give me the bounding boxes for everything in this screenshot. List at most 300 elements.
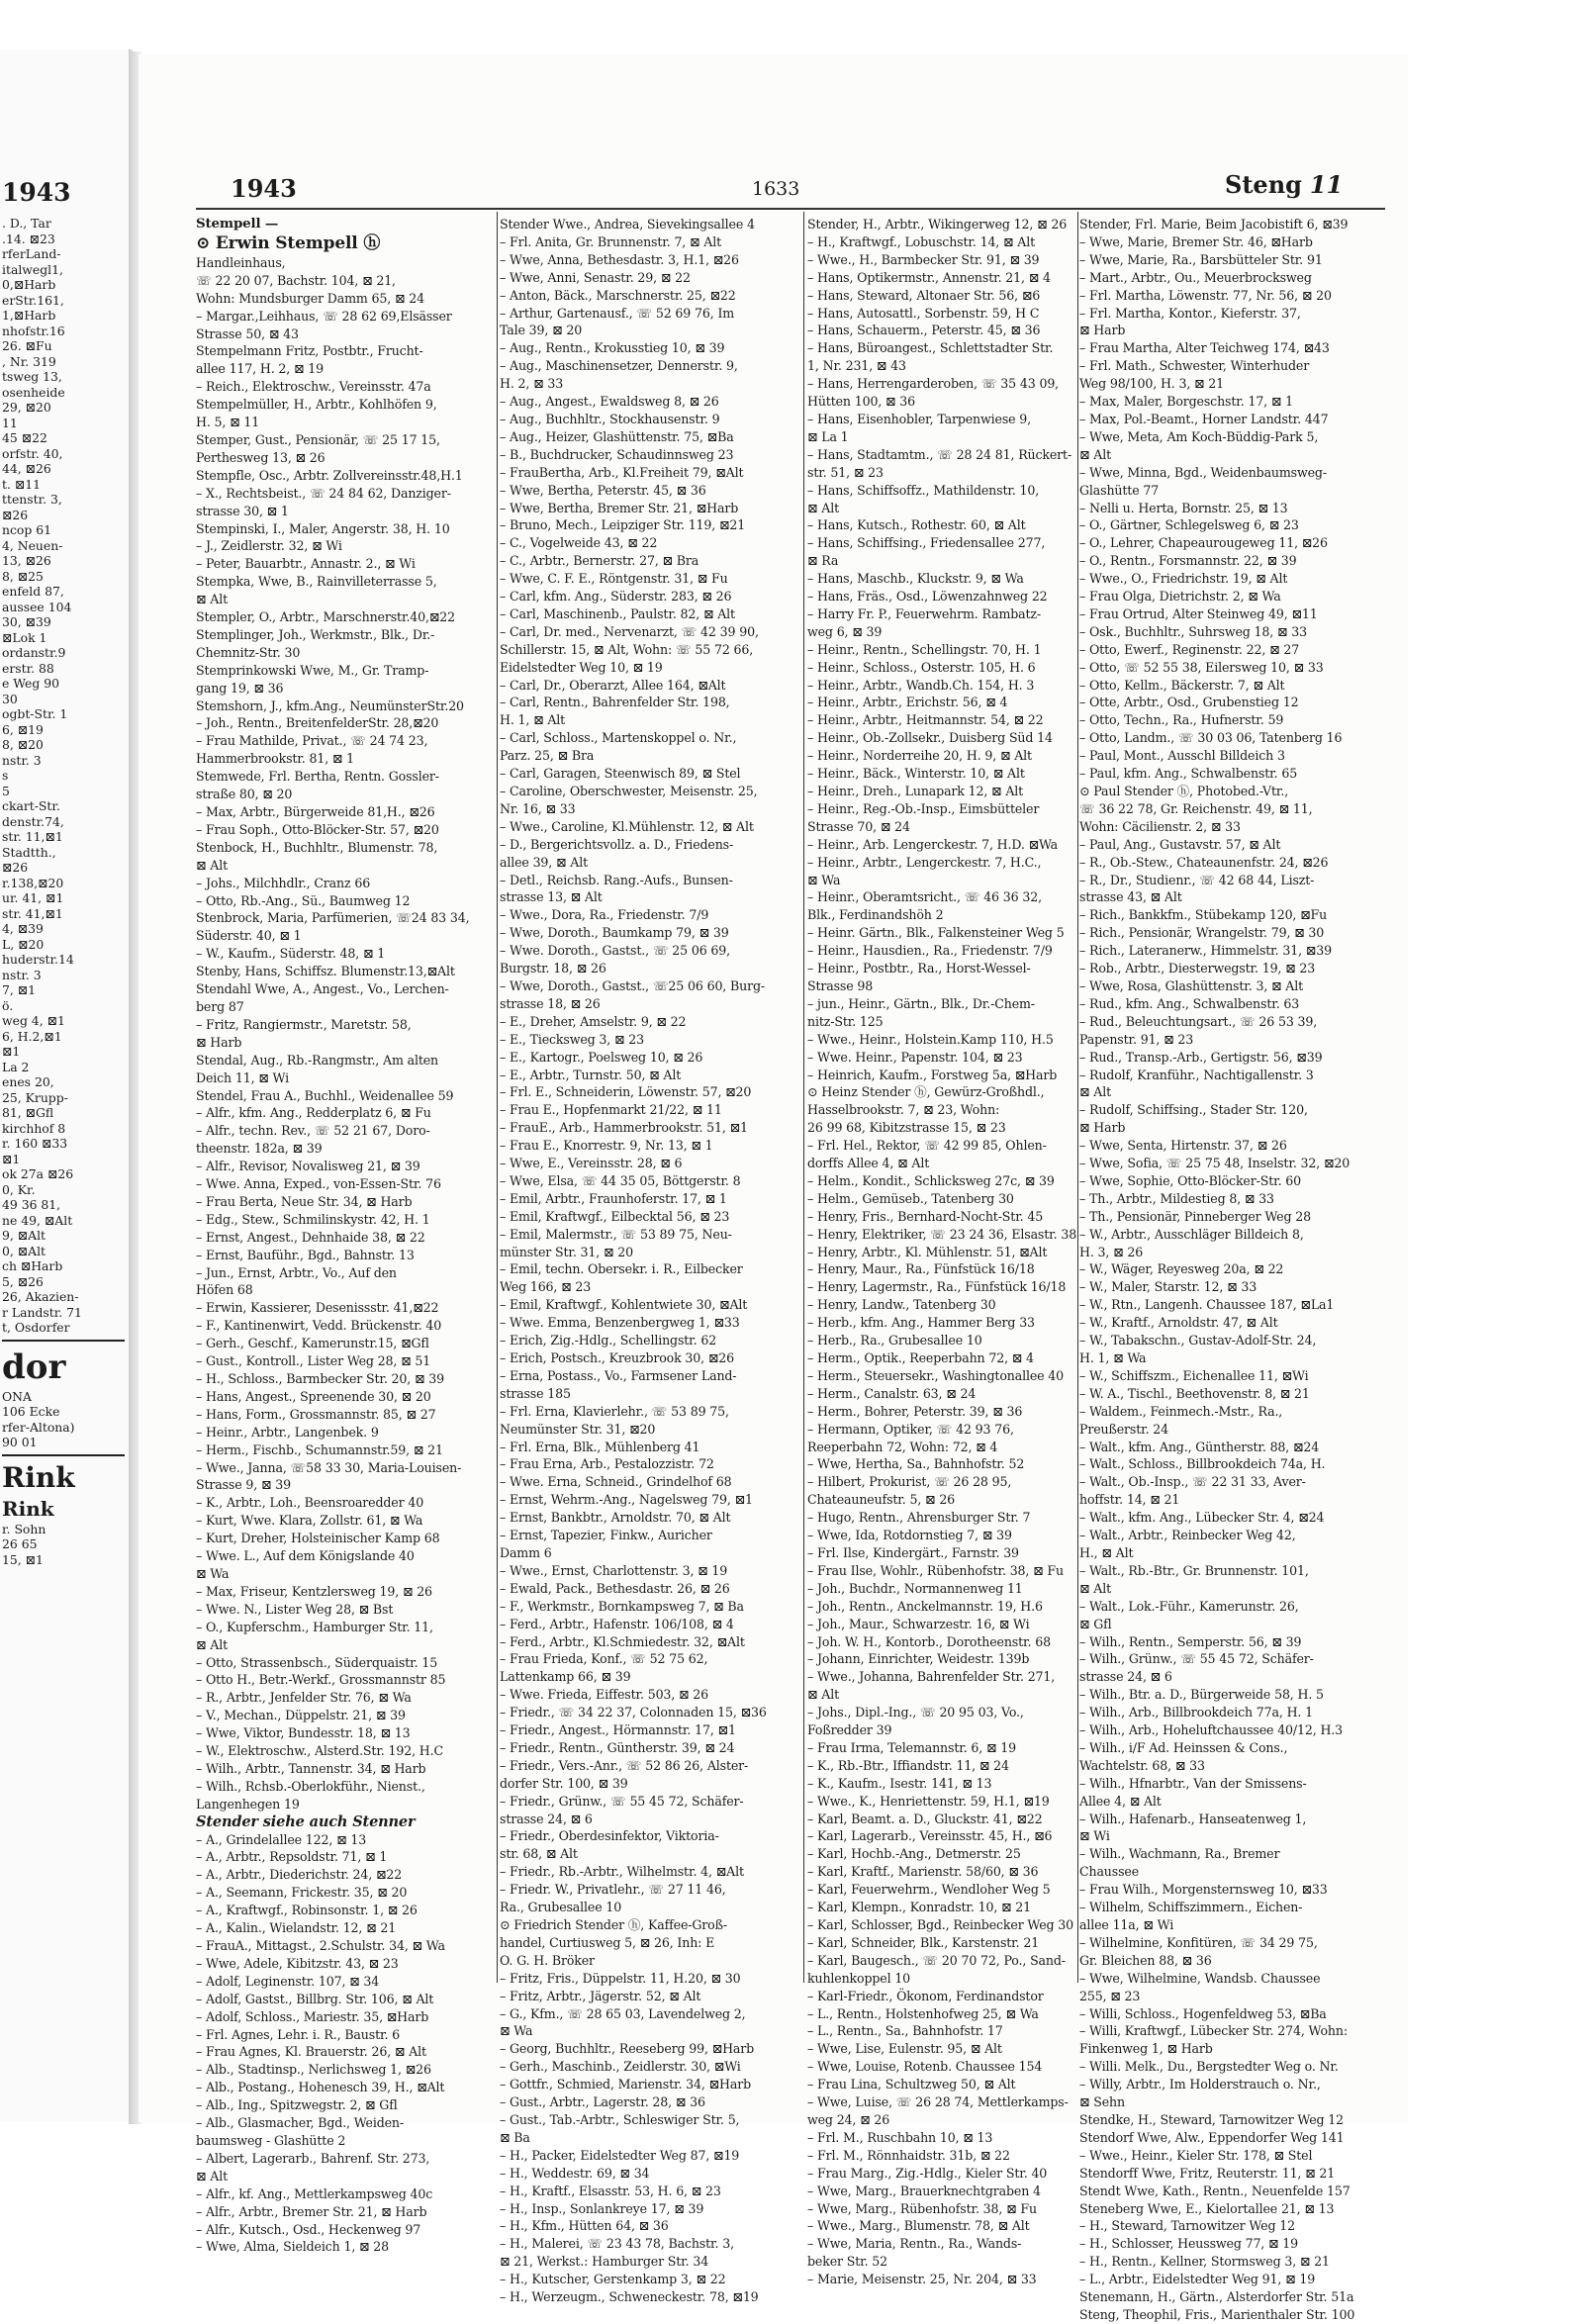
directory-line: Blk., Ferdinandshöh 2 xyxy=(807,907,944,923)
directory-line: – W., Arbtr., Ausschläger Billdeich 8, xyxy=(1079,1226,1304,1242)
directory-line: – Frl. Math., Schwester, Winterhuder xyxy=(1079,358,1310,374)
directory-line: ⊠ Alt xyxy=(1079,1084,1111,1100)
directory-line: Stemper, Gust., Pensionär, ☏ 25 17 15, xyxy=(196,431,440,447)
directory-line: Weg 166, ⊠ 23 xyxy=(500,1279,592,1295)
directory-line: H. 1, ⊠ Wa xyxy=(1079,1350,1147,1365)
directory-line: – Frau Berta, Neue Str. 34, ⊠ Harb xyxy=(196,1193,413,1209)
directory-line: – W., Tabakschn., Gustav-Adolf-Str. 24, xyxy=(1079,1333,1317,1348)
directory-line: – Nelli u. Herta, Bornstr. 25, ⊠ 13 xyxy=(1079,500,1288,515)
directory-line: – Heinr., Arbtr., Wandb.Ch. 154, H. 3 xyxy=(807,677,1035,693)
directory-line: – Wwe, Maria, Rentn., Ra., Wands- xyxy=(807,2236,1022,2252)
directory-line: – Frl. Martha, Kontor., Kieferstr. 37, xyxy=(1079,305,1301,321)
directory-line: – H., Packer, Eidelstedter Weg 87, ⊠19 xyxy=(500,2147,740,2163)
directory-line: – Mart., Arbtr., Ou., Meuerbrocksweg xyxy=(1079,269,1312,285)
directory-line: – Frau Ortrud, Alter Steinweg 49, ⊠11 xyxy=(1079,605,1318,621)
directory-line: – Otto, Rb.-Ang., Sü., Baumweg 12 xyxy=(196,892,411,908)
directory-line: – Rud., Transp.-Arb., Gertigstr. 56, ⊠39 xyxy=(1079,1049,1323,1065)
directory-line: – Wwe., Marg., Blumenstr. 78, ⊠ Alt xyxy=(807,2218,1030,2234)
previous-page-line: 25, Krupp- xyxy=(2,1089,68,1105)
directory-line: – Friedr., Vers.-Anr., ☏ 52 86 26, Alster- xyxy=(500,1757,749,1773)
directory-line: – W., Maler, Starstr. 12, ⊠ 33 xyxy=(1079,1279,1257,1295)
directory-line: – Otto, Landm., ☏ 30 03 06, Tatenberg 16 xyxy=(1079,730,1343,746)
directory-line: – Karl, Klempn., Konradstr. 10, ⊠ 21 xyxy=(807,1900,1032,1915)
directory-line: – Johann, Einrichter, Weidestr. 139b xyxy=(807,1651,1030,1667)
directory-line: – Carl, Garagen, Steenwisch 89, ⊠ Stel xyxy=(500,766,741,782)
directory-line: – Wwe. Frieda, Eiffestr. 503, ⊠ 26 xyxy=(500,1687,708,1703)
directory-line: – E., Arbtr., Turnstr. 50, ⊠ Alt xyxy=(500,1067,682,1082)
directory-line: – Heinr., Reg.-Ob.-Insp., Eimsbütteler xyxy=(807,800,1040,816)
directory-line: – Wwe, Viktor, Bundesstr. 18, ⊠ 13 xyxy=(196,1725,411,1741)
directory-line: – Wwe., Heinr., Kieler Str. 178, ⊠ Stel xyxy=(1079,2147,1313,2163)
directory-line: – L., Rentn., Holstenhofweg 25, ⊠ Wa xyxy=(807,2005,1039,2021)
directory-line: – Friedr., Grünw., ☏ 55 45 72, Schäfer- xyxy=(500,1793,744,1809)
previous-page-line: 4, ⊠39 xyxy=(2,921,44,936)
directory-line: Papenstr. 91, ⊠ 23 xyxy=(1079,1031,1194,1047)
directory-line: – Edg., Stew., Schmilinskystr. 42, H. 1 xyxy=(196,1211,430,1227)
directory-line: – Alb., Ing., Spitzwegstr. 2, ⊠ Gfl xyxy=(196,2097,398,2113)
previous-page-line: .14. ⊠23 xyxy=(2,231,55,246)
previous-page-line: str. 41,⊠1 xyxy=(2,905,63,921)
directory-line: Glashütte 77 xyxy=(1079,482,1160,498)
previous-page-line: enfeld 87, xyxy=(2,584,64,599)
advertisement-subtitle: Rink xyxy=(2,1496,54,1521)
directory-line: – Ernst, Angest., Dehnhaide 38, ⊠ 22 xyxy=(196,1229,425,1245)
directory-line: Burgstr. 18, ⊠ 26 xyxy=(500,961,606,976)
directory-line: beker Str. 52 xyxy=(807,2254,888,2270)
directory-line: – Willi, Kraftwgf., Lübecker Str. 274, Wohn: xyxy=(1079,2023,1348,2039)
directory-line: – Frl. Erna, Blk., Mühlenberg 41 xyxy=(500,1439,700,1454)
advertisement-line: 90 01 xyxy=(2,1435,38,1449)
directory-line: ⊠ Alt xyxy=(807,500,839,515)
previous-page-line: r Landstr. 71 xyxy=(2,1304,82,1320)
directory-line: Stenemann, H., Gärtn., Alsterdorfer Str. 51a xyxy=(1079,2289,1354,2305)
directory-line: – H., Kraftwgf., Lobuschstr. 14, ⊠ Alt xyxy=(807,233,1035,249)
directory-line: Höfen 68 xyxy=(196,1282,253,1298)
directory-line: – Wwe, Anni, Senastr. 29, ⊠ 22 xyxy=(500,269,691,285)
directory-line: – Alb., Stadtinsp., Nerlichsweg 1, ⊠26 xyxy=(196,2062,431,2078)
directory-line: – Fritz, Rangiermstr., Maretstr. 58, xyxy=(196,1016,412,1032)
directory-line: ⊠ Alt xyxy=(807,1687,839,1703)
previous-page-line: s xyxy=(2,768,9,783)
directory-line: – Otte, Arbtr., Osd., Grubenstieg 12 xyxy=(1079,695,1299,710)
directory-line: Stendorff Wwe, Fritz, Reuterstr. 11, ⊠ 21 xyxy=(1079,2165,1336,2181)
directory-line: – Marie, Meisenstr. 25, Nr. 204, ⊠ 33 xyxy=(807,2272,1037,2287)
directory-line: – Th., Pensionär, Pinneberger Weg 28 xyxy=(1079,1208,1311,1224)
directory-line: ⊠ Ba xyxy=(500,2129,530,2145)
previous-page-line: 0, Kr. xyxy=(2,1181,36,1197)
column-2 xyxy=(500,216,801,2305)
directory-line: H. 2, ⊠ 33 xyxy=(500,376,564,392)
directory-line: – Wwe, Anna, Bethesdastr. 3, H.1, ⊠26 xyxy=(500,251,739,267)
directory-line: – Wwe. N., Lister Weg 28, ⊠ Bst xyxy=(196,1601,394,1617)
previous-page-line: nstr. 3 xyxy=(2,967,42,982)
directory-line: – Walt., Arbtr., Reinbecker Weg 42, xyxy=(1079,1528,1296,1543)
previous-page-line: 11 xyxy=(2,415,18,430)
directory-line: – Aug., Angest., Ewaldsweg 8, ⊠ 26 xyxy=(500,394,719,410)
directory-line: – Walt., Schloss., Billbrookdeich 74a, H. xyxy=(1079,1456,1326,1472)
directory-line: – Aug., Buchhltr., Stockhausenstr. 9 xyxy=(500,411,720,426)
directory-line: – Walt., Rb.-Btr., Gr. Brunnenstr. 101, xyxy=(1079,1562,1309,1578)
directory-line: str. 51, ⊠ 23 xyxy=(807,464,884,480)
directory-line: – Willy, Arbtr., Im Holderstrauch o. Nr., xyxy=(1079,2077,1321,2092)
directory-line: – Max, Maler, Borgeschstr. 17, ⊠ 1 xyxy=(1079,394,1294,410)
directory-line: – Rich., Lateranerw., Himmelstr. 31, ⊠39 xyxy=(1079,943,1332,959)
directory-line: – Heinr., Arbtr., Lengerckestr. 7, H.C., xyxy=(807,854,1042,870)
directory-line: – Herm., Steuersekr., Washingtonallee 40 xyxy=(807,1367,1065,1383)
directory-line: – Herm., Bohrer, Peterstr. 39, ⊠ 36 xyxy=(807,1403,1023,1419)
directory-line: – Wwe, Hertha, Sa., Bahnhofstr. 52 xyxy=(807,1456,1025,1472)
directory-line: ⊠ Alt xyxy=(1079,1580,1111,1596)
directory-line: Stendt Wwe, Kath., Rentn., Neuenfelde 157 xyxy=(1079,2183,1350,2198)
directory-line: – K., Kaufm., Isestr. 141, ⊠ 13 xyxy=(807,1775,992,1791)
directory-line: Stempinski, I., Maler, Angerstr. 38, H. 10 xyxy=(196,520,450,536)
directory-line: – Otto, Ewerf., Reginenstr. 22, ⊠ 27 xyxy=(1079,641,1300,657)
directory-line: – Frau Frieda, Konf., ☏ 52 75 62, xyxy=(500,1651,708,1667)
directory-line: Lattenkamp 66, ⊠ 39 xyxy=(500,1669,631,1685)
directory-line: berg 87 xyxy=(196,998,244,1014)
directory-line: – Carl, Dr., Oberarzt, Allee 164, ⊠Alt xyxy=(500,677,726,693)
directory-line: – Frl. Martha, Löwenstr. 77, Nr. 56, ⊠ 20 xyxy=(1079,287,1332,303)
previous-page-line: ogbt-Str. 1 xyxy=(2,706,68,721)
directory-line: ⊠ Alt xyxy=(1079,446,1111,462)
directory-line: – Detl., Reichsb. Rang.-Aufs., Bunsen- xyxy=(500,872,733,887)
directory-line: – Heinr., Dreh., Lunapark 12, ⊠ Alt xyxy=(807,784,1024,798)
directory-line: nitz-Str. 125 xyxy=(807,1013,884,1029)
previous-page-line: e Weg 90 xyxy=(2,676,59,691)
directory-line: Wachtelstr. 68, ⊠ 33 xyxy=(1079,1757,1205,1773)
directory-line: – Wwe. L., Auf dem Königslande 40 xyxy=(196,1548,415,1564)
directory-line: allee 39, ⊠ Alt xyxy=(500,854,588,870)
directory-line: Stenbrock, Maria, Parfümerien, ☏24 83 34, xyxy=(196,910,470,926)
directory-line: – Friedr. W., Privatlehr., ☏ 27 11 46, xyxy=(500,1882,726,1898)
directory-line: Ra., Grubesallee 10 xyxy=(500,1900,622,1915)
previous-page-line: . D., Tar xyxy=(2,216,51,231)
directory-line: – Hans, Eisenhobler, Tarpenwiese 9, xyxy=(807,411,1032,426)
directory-line: – Frau Ilse, Wohlr., Rübenhofstr. 38, ⊠ Fu xyxy=(807,1562,1064,1578)
directory-line: – O., Gärtner, Schlegelsweg 6, ⊠ 23 xyxy=(1079,517,1299,533)
directory-line: – K., Rb.-Btr., Iffiandstr. 11, ⊠ 24 xyxy=(807,1757,1009,1773)
directory-line: – Peter, Bauarbtr., Annastr. 2., ⊠ Wi xyxy=(196,556,416,572)
previous-page-line: ö. xyxy=(2,997,14,1013)
directory-line: – Hans, Kutsch., Rothestr. 60, ⊠ Alt xyxy=(807,517,1026,533)
previous-page-line: enes 20, xyxy=(2,1074,54,1089)
previous-page-line: 0,⊠Harb xyxy=(2,277,56,292)
directory-line: – Wwe, Marie, Bremer Str. 46, ⊠Harb xyxy=(1079,233,1313,249)
directory-line: – Hans, Optikermstr., Annenstr. 21, ⊠ 4 xyxy=(807,269,1051,285)
previous-page-line: 5, ⊠26 xyxy=(2,1273,44,1289)
directory-line: – H., Steward, Tarnowitzer Weg 12 xyxy=(1079,2218,1295,2234)
directory-line: – Aug., Heizer, Glashüttenstr. 75, ⊠Ba xyxy=(500,428,734,444)
directory-line: – Fritz, Fris., Düppelstr. 11, H.20, ⊠ 30 xyxy=(500,1970,741,1986)
directory-line: – H., Kutscher, Gerstenkamp 3, ⊠ 22 xyxy=(500,2272,726,2287)
directory-line: – Alfr., techn. Rev., ☏ 52 21 67, Doro- xyxy=(196,1123,430,1139)
directory-line: – Ferd., Arbtr., Kl.Schmiedestr. 32, ⊠Alt xyxy=(500,1633,745,1649)
directory-line: ⊠ Harb xyxy=(196,1034,242,1050)
directory-line: – Wwe, Adele, Kibitzstr. 43, ⊠ 23 xyxy=(196,1955,399,1971)
directory-line: Gr. Bleichen 88, ⊠ 36 xyxy=(1079,1952,1212,1968)
directory-line: – O., Rentn., Forsmannstr. 22, ⊠ 39 xyxy=(1079,553,1297,569)
directory-line: – Heinr., Postbtr., Ra., Horst-Wessel- xyxy=(807,961,1031,976)
directory-line: – Karl, Schlosser, Bgd., Reinbecker Weg 30 xyxy=(807,1917,1073,1932)
directory-line: Wohn: Mundsburger Damm 65, ⊠ 24 xyxy=(196,290,424,306)
page-year: 1943 xyxy=(231,174,297,203)
directory-line: – Wwe, Ida, Rotdornstieg 7, ⊠ 39 xyxy=(807,1528,1012,1543)
directory-line: – Gerh., Maschinb., Zeidlerstr. 30, ⊠Wi xyxy=(500,2059,741,2075)
directory-line: – Willi. Melk., Du., Bergstedter Weg o. Nr. xyxy=(1079,2059,1339,2075)
directory-line: Damm 6 xyxy=(500,1544,552,1560)
directory-line: ☏ 22 20 07, Bachstr. 104, ⊠ 21, xyxy=(196,272,396,288)
directory-line: – O., Lehrer, Chapeaurougeweg 11, ⊠26 xyxy=(1079,535,1328,551)
directory-line: – E., Dreher, Amselstr. 9, ⊠ 22 xyxy=(500,1013,687,1029)
directory-line: – Otto, Strassenbsch., Süderquaistr. 15 xyxy=(196,1654,438,1670)
previous-page-line: ordanstr.9 xyxy=(2,645,66,660)
directory-line: – Th., Arbtr., Mildestieg 8, ⊠ 33 xyxy=(1079,1190,1274,1206)
directory-line: – Wilh., Wachmann, Ra., Bremer xyxy=(1079,1846,1280,1862)
previous-page-line: weg 4, ⊠1 xyxy=(2,1013,65,1028)
directory-line: – Wwe., Dora, Ra., Friedenstr. 7/9 xyxy=(500,907,709,923)
directory-line: Stenbock, H., Buchhltr., Blumenstr. 78, xyxy=(196,839,438,855)
previous-page-line: r.138,⊠20 xyxy=(2,875,64,890)
directory-line: – Ernst, Bankbtr., Arnoldstr. 70, ⊠ Alt xyxy=(500,1510,731,1526)
directory-line: münster Str. 31, ⊠ 20 xyxy=(500,1244,633,1259)
previous-page-line: t, Osdorfer xyxy=(2,1320,70,1335)
directory-line: – Alfr., Arbtr., Bremer Str. 21, ⊠ Harb xyxy=(196,2203,427,2219)
directory-line: – Otto H., Betr.-Werkf., Grossmannstr 85 xyxy=(196,1672,446,1688)
directory-line: – Karl-Friedr., Ökonom, Ferdinandstor xyxy=(807,1988,1044,2003)
directory-line: – A., Arbtr., Diederichstr. 24, ⊠22 xyxy=(196,1867,403,1883)
directory-line: – Erich, Zig.-Hdlg., Schellingstr. 62 xyxy=(500,1333,717,1348)
directory-line: – Johs., Milchhdlr., Cranz 66 xyxy=(196,875,371,890)
directory-line: – Wilh., Btr. a. D., Bürgerweide 58, H. 5 xyxy=(1079,1687,1324,1703)
directory-line: – Carl, kfm. Ang., Süderstr. 283, ⊠ 26 xyxy=(500,589,732,604)
previous-page-line: italwegl1, xyxy=(2,261,63,277)
previous-page-line: t. ⊠11 xyxy=(2,476,42,492)
directory-line: strasse 24, ⊠ 6 xyxy=(1079,1669,1172,1685)
column-3 xyxy=(807,216,1082,2287)
directory-line: – Wwe, Alma, Sieldeich 1, ⊠ 28 xyxy=(196,2239,390,2255)
previous-page-line: str. 11,⊠1 xyxy=(2,829,63,844)
previous-page-line: aussee 104 xyxy=(2,599,72,614)
directory-line: – Rich., Bankkfm., Stübekamp 120, ⊠Fu xyxy=(1079,907,1328,923)
directory-line: Stender siehe auch Stenner xyxy=(196,1813,416,1830)
advertisement-title: Rink xyxy=(2,1460,75,1494)
directory-line: Stenby, Hans, Schiffsz. Blumenstr.13,⊠Alt xyxy=(196,964,455,979)
directory-line: – Wwe, Sofia, ☏ 25 75 48, Inselstr. 32, ⊠20 xyxy=(1079,1156,1350,1171)
directory-line: – Harry Fr. P., Feuerwehrm. Rambatz- xyxy=(807,605,1042,621)
directory-line: – Joh., Maur., Schwarzestr. 16, ⊠ Wi xyxy=(807,1616,1030,1631)
directory-line: handel, Curtiusweg 5, ⊠ 26, Inh: E xyxy=(500,1934,715,1950)
directory-line: – L., Rentn., Sa., Bahnhofstr. 17 xyxy=(807,2023,1003,2039)
directory-line: Stendel, Frau A., Buchhl., Weidenallee 59 xyxy=(196,1087,454,1103)
directory-line: – Gerh., Geschf., Kamerunstr.15, ⊠Gfl xyxy=(196,1336,429,1351)
directory-line: – Alfr., Revisor, Novalisweg 21, ⊠ 39 xyxy=(196,1159,420,1174)
directory-line: ⊠ Wa xyxy=(807,872,841,887)
directory-line: strasse 18, ⊠ 26 xyxy=(500,995,601,1011)
directory-line: Hütten 100, ⊠ 36 xyxy=(807,394,916,410)
directory-line: – Margar.,Leihhaus, ☏ 28 62 69,Elsässer xyxy=(196,308,452,324)
directory-line: – Wwe. Anna, Exped., von-Essen-Str. 76 xyxy=(196,1176,441,1192)
directory-line: Stempka, Wwe, B., Rainvilleterrasse 5, xyxy=(196,574,437,590)
directory-line: weg 24, ⊠ 26 xyxy=(807,2111,890,2127)
directory-line: – Frl. M., Rönnhaidstr. 31b, ⊠ 22 xyxy=(807,2147,1010,2163)
previous-page-line: 26. ⊠Fu xyxy=(2,338,52,353)
directory-line: – C., Vogelweide 43, ⊠ 22 xyxy=(500,535,658,551)
directory-line: – Karl, Feuerwehrm., Wendloher Weg 5 xyxy=(807,1882,1051,1898)
directory-line: – Walt., Ob.-Insp., ☏ 22 31 33, Aver- xyxy=(1079,1474,1306,1490)
directory-line: – Hans, Angest., Spreenende 30, ⊠ 20 xyxy=(196,1388,431,1404)
previous-page-line: huderstr.14 xyxy=(2,952,74,967)
directory-line: – Heinr., Norderreihe 20, H. 9, ⊠ Alt xyxy=(807,748,1032,764)
directory-line: ⊠ Harb xyxy=(1079,323,1126,338)
directory-line: – Kurt, Dreher, Holsteinischer Kamp 68 xyxy=(196,1531,440,1546)
directory-line: – Heinr., Arbtr., Heitmannstr. 54, ⊠ 22 xyxy=(807,712,1044,728)
header-rule xyxy=(196,208,1385,210)
directory-line: Steneberg Wwe, E., Kielortallee 21, ⊠ 13 xyxy=(1079,2200,1335,2216)
directory-line: ⊠ Alt xyxy=(196,857,228,873)
directory-line: – FrauE., Arb., Hammerbrookstr. 51, ⊠1 xyxy=(500,1120,748,1136)
directory-line: hoffstr. 14, ⊠ 21 xyxy=(1079,1492,1180,1508)
directory-line: – Herb., Ra., Grubesallee 10 xyxy=(807,1333,982,1348)
directory-line: – E., Kartogr., Poelsweg 10, ⊠ 26 xyxy=(500,1049,703,1065)
previous-page-line: ch ⊠Harb xyxy=(2,1258,63,1273)
column-divider xyxy=(497,212,498,1983)
previous-page-line: rferLand- xyxy=(2,246,61,261)
directory-line: Strasse 70, ⊠ 24 xyxy=(807,818,910,834)
directory-line: – Ernst, Tapezier, Finkw., Auricher xyxy=(500,1528,712,1543)
directory-line: – A., Arbtr., Repsoldstr. 71, ⊠ 1 xyxy=(196,1849,388,1865)
directory-line: – O., Kupferschm., Hamburger Str. 11, xyxy=(196,1619,433,1634)
directory-line: Chaussee xyxy=(1079,1864,1139,1880)
directory-line: – Joh. W. H., Kontorb., Dorotheenstr. 68 xyxy=(807,1633,1051,1649)
directory-line: – Reich., Elektroschw., Vereinsstr. 47a xyxy=(196,379,431,395)
directory-line: – Wwe, Doroth., Baumkamp 79, ⊠ 39 xyxy=(500,925,729,941)
directory-line: – Frau Mathilde, Privat., ☏ 24 74 23, xyxy=(196,733,428,749)
directory-line: – Henry, Arbtr., Kl. Mühlenstr. 51, ⊠Alt xyxy=(807,1244,1048,1259)
previous-page-line: ⊠Lok 1 xyxy=(2,629,47,645)
directory-line: – Hans, Herrengarderoben, ☏ 35 43 09, xyxy=(807,376,1060,392)
directory-line: – Herm., Fischb., Schumannstr.59, ⊠ 21 xyxy=(196,1441,443,1457)
directory-line: – Frl. Hel., Rektor, ☏ 42 99 85, Ohlen- xyxy=(807,1138,1047,1154)
directory-line: – Walt., kfm. Ang., Lübecker Str. 4, ⊠24 xyxy=(1079,1510,1325,1526)
directory-line: – FrauBertha, Arb., Kl.Freiheit 79, ⊠Alt xyxy=(500,464,744,480)
directory-line: – Rob., Arbtr., Diesterwegstr. 19, ⊠ 23 xyxy=(1079,961,1316,976)
previous-page-line: L, ⊠20 xyxy=(2,936,45,952)
directory-line: – Friedr., ☏ 34 22 37, Colonnaden 15, ⊠36 xyxy=(500,1705,767,1720)
advertisement-line: 26 65 xyxy=(2,1536,38,1551)
advertisement-line: 15, ⊠1 xyxy=(2,1551,44,1567)
directory-line: – Frau Soph., Otto-Blöcker-Str. 57, ⊠20 xyxy=(196,821,439,837)
directory-line: – Alb., Glasmacher, Bgd., Weiden- xyxy=(196,2115,404,2131)
directory-line: – Frau Lina, Schultzweg 50, ⊠ Alt xyxy=(807,2077,1016,2092)
previous-page-line: denstr.74, xyxy=(2,813,64,829)
directory-line: Stender, H., Arbtr., Wikingerweg 12, ⊠ 26 xyxy=(807,217,1068,232)
directory-line: – Wwe. Doroth., Gastst., ☏ 25 06 69, xyxy=(500,943,731,959)
previous-page-line: osenheide xyxy=(2,384,65,400)
directory-line: – Erwin, Kassierer, Desenissstr. 41,⊠22 xyxy=(196,1300,439,1316)
directory-line: – W., Elektroschw., Alsterd.Str. 192, H.C xyxy=(196,1743,443,1759)
directory-line: – Wilh., Arbtr., Tannenstr. 34, ⊠ Harb xyxy=(196,1760,426,1776)
directory-line: – Adolf, Schloss., Mariestr. 35, ⊠Harb xyxy=(196,2008,429,2024)
directory-line: strasse 13, ⊠ Alt xyxy=(500,889,603,905)
directory-line: O. G. H. Bröker xyxy=(500,1952,595,1968)
directory-line: – R., Ob.-Stew., Chateaunenfstr. 24, ⊠26 xyxy=(1079,854,1329,870)
previous-page-line: 30, ⊠39 xyxy=(2,614,51,629)
directory-line: – Carl, Maschinenb., Paulstr. 82, ⊠ Alt xyxy=(500,605,735,621)
directory-line: – Wilh., Rentn., Semperstr. 56, ⊠ 39 xyxy=(1079,1633,1302,1649)
directory-line: – K., Arbtr., Loh., Beensroaredder 40 xyxy=(196,1495,424,1511)
previous-page-line: La 2 xyxy=(2,1059,30,1074)
directory-line: – Frl. Agnes, Lehr. i. R., Baustr. 6 xyxy=(196,2026,401,2042)
directory-line: – Frau Martha, Alter Teichweg 174, ⊠43 xyxy=(1079,340,1330,356)
previous-page-line: r. 160 ⊠33 xyxy=(2,1136,68,1151)
directory-line: – Frau E., Knorrestr. 9, Nr. 13, ⊠ 1 xyxy=(500,1138,713,1154)
directory-line: Strasse 98 xyxy=(807,977,874,993)
directory-line: – Herm., Optik., Reeperbahn 72, ⊠ 4 xyxy=(807,1350,1034,1365)
directory-line: – H., Kfm., Hütten 64, ⊠ 36 xyxy=(500,2218,669,2234)
directory-line: – Paul, kfm. Ang., Schwalbenstr. 65 xyxy=(1079,766,1298,782)
directory-line: – Hermann, Optiker, ☏ 42 93 76, xyxy=(807,1421,1014,1437)
page-range-header xyxy=(1225,170,1343,199)
directory-line: – H., Werzeugm., Schweneckestr. 78, ⊠19 xyxy=(500,2289,759,2305)
directory-line: – Johs., Dipl.-Ing., ☏ 20 95 03, Vo., xyxy=(807,1705,1024,1720)
directory-line: – Max, Friseur, Kentzlersweg 19, ⊠ 26 xyxy=(196,1583,432,1599)
directory-line: – Bruno, Mech., Leipziger Str. 119, ⊠21 xyxy=(500,517,746,533)
directory-line: – Henry, Elektriker, ☏ 23 24 36, Elsastr. 38 xyxy=(807,1226,1077,1242)
directory-line: – Wilh., Hfnarbtr., Van der Smissens- xyxy=(1079,1775,1307,1791)
directory-line: – Wilh., Hafenarb., Hanseatenweg 1, xyxy=(1079,1811,1307,1826)
directory-line: – Hugo, Rentn., Ahrensburger Str. 7 xyxy=(807,1510,1031,1526)
previous-page-line: 49 36 81, xyxy=(2,1197,61,1212)
directory-line: Nr. 16, ⊠ 33 xyxy=(500,800,576,816)
previous-page-line: erStr.161, xyxy=(2,292,64,308)
directory-line: Stendal, Aug., Rb.-Rangmstr., Am alten xyxy=(196,1052,439,1068)
directory-line: Eidelstedter Weg 10, ⊠ 19 xyxy=(500,659,663,675)
directory-line: – Frau E., Hopfenmarkt 21/22, ⊠ 11 xyxy=(500,1102,722,1118)
directory-line: Stendorf Wwe, Alw., Eppendorfer Weg 141 xyxy=(1079,2129,1345,2145)
directory-line: ⊙ Erwin Stempell ⓗ xyxy=(196,232,381,253)
directory-line: – H., Insp., Sonlankreye 17, ⊠ 39 xyxy=(500,2200,704,2216)
directory-line: – Wilh., i/F Ad. Heinssen & Cons., xyxy=(1079,1739,1288,1755)
directory-line: ⊠ Harb xyxy=(1079,1120,1126,1136)
directory-line: – Wwe, Louise, Rotenb. Chaussee 154 xyxy=(807,2059,1043,2075)
directory-line: – Heinr., Hausdien., Ra., Friedenstr. 7/9 xyxy=(807,943,1053,959)
directory-line: Strasse 9, ⊠ 39 xyxy=(196,1477,291,1493)
directory-line: – G., Kfm., ☏ 28 65 03, Lavendelweg 2, xyxy=(500,2005,746,2021)
column-4 xyxy=(1079,216,1386,2322)
previous-page-line: ne 49, ⊠Alt xyxy=(2,1212,73,1228)
directory-line: weg 6, ⊠ 39 xyxy=(807,623,883,639)
directory-line: – A., Kalin., Wielandstr. 12, ⊠ 21 xyxy=(196,1920,397,1936)
previous-page-year: 1943 xyxy=(2,178,71,207)
previous-page-line: 4, Neuen- xyxy=(2,537,63,553)
directory-line: kuhlenkoppel 10 xyxy=(807,1970,911,1986)
directory-line: – Frau Agnes, Kl. Brauerstr. 26, ⊠ Alt xyxy=(196,2044,426,2060)
directory-line: – Frau Marg., Zig.-Hdlg., Kieler Str. 40 xyxy=(807,2165,1048,2181)
directory-line: – Adolf, Gastst., Billbrg. Str. 106, ⊠ Alt xyxy=(196,1991,434,2006)
directory-line: Stemwede, Frl. Bertha, Rentn. Gossler- xyxy=(196,769,439,785)
directory-line: – Heinr., Arb. Lengerckestr. 7, H.D. ⊠Wa xyxy=(807,836,1059,852)
directory-line: – Gust., Kontroll., Lister Weg 28, ⊠ 51 xyxy=(196,1353,431,1369)
directory-line: – Karl, Lagerarb., Vereinsstr. 45, H., ⊠6 xyxy=(807,1828,1053,1844)
directory-line: – Wwe, Marg., Brauerknechtgraben 4 xyxy=(807,2183,1041,2198)
advertisement-rule xyxy=(2,1454,125,1456)
directory-line: – Gust., Arbtr., Lagerstr. 28, ⊠ 36 xyxy=(500,2094,705,2110)
directory-line: dorffs Allee 4, ⊠ Alt xyxy=(807,1156,930,1171)
directory-line: ⊠ Alt xyxy=(196,592,228,607)
directory-line: str. 68, ⊠ Alt xyxy=(500,1846,578,1862)
directory-line: – Frau Wilh., Morgensternsweg 10, ⊠33 xyxy=(1079,1882,1328,1898)
previous-page-line: Stadtth., xyxy=(2,844,56,860)
